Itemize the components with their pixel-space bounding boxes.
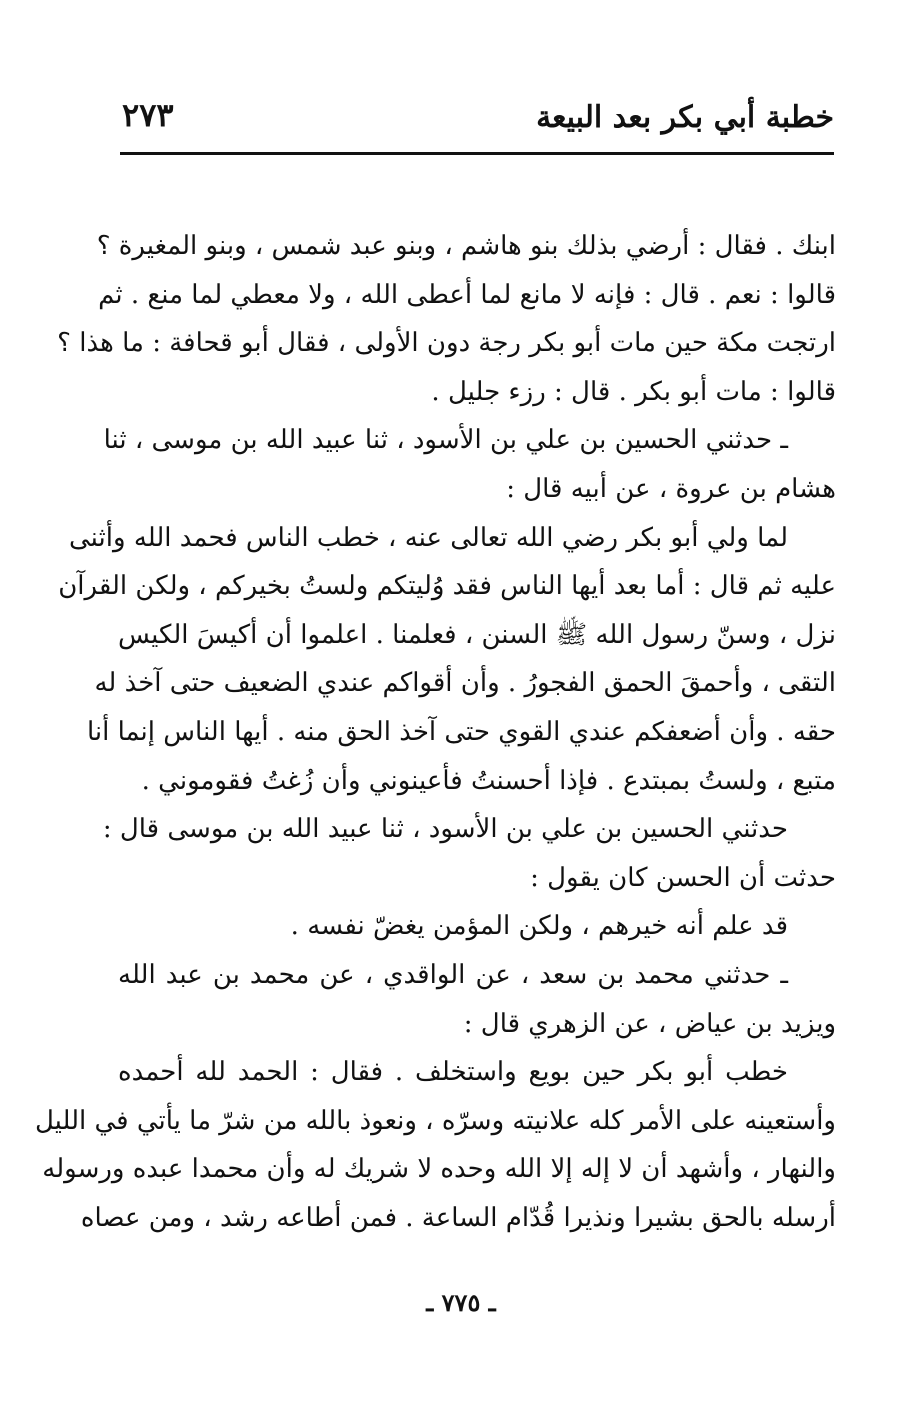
text-line: ـ حدثني الحسين بن علي بن الأسود ، ثنا عبيد الله بن موسى ، ثنا	[103, 425, 788, 456]
text-line: متبع ، ولستُ بمبتدع . فإذا أحسنتُ فأعينوني وأن زُغتُ فقوموني .	[141, 765, 836, 796]
text-line: وأستعينه على الأمر كله علانيته وسرّه ، ونعوذ بالله من شرّ ما يأتي في الليل	[34, 1105, 836, 1136]
body-text	[34, 222, 836, 1242]
text-line: ارتجت مكة حين مات أبو بكر رجة دون الأولى ، فقال أبو قحافة : ما هذا ؟	[57, 328, 836, 359]
text-line: أرسله بالحق بشيرا ونذيرا قُدّام الساعة . فمن أطاعه رشد ، ومن عصاه	[80, 1202, 836, 1233]
text-line: والنهار ، وأشهد أن لا إله إلا الله وحده لا شريك له وأن محمدا عبده ورسوله	[42, 1154, 836, 1185]
text-line: حقه . وأن أضعفكم عندي القوي حتى آخذ الحق منه . أيها الناس إنما أنا	[86, 716, 836, 747]
text-line: حدثت أن الحسن كان يقول :	[530, 862, 836, 893]
text-line: ابنك . فقال : أرضي بذلك بنو هاشم ، وبنو عبد شمس ، وبنو المغيرة ؟	[96, 231, 836, 261]
running-title: خطبة أبي بكر بعد البيعة	[536, 100, 834, 135]
header-page-number: ٢٧٣	[122, 96, 174, 134]
running-header	[120, 92, 834, 152]
text-line: قالوا : مات أبو بكر . قال : رزء جليل .	[431, 376, 836, 407]
text-line: ـ حدثني محمد بن سعد ، عن الواقدي ، عن محمد بن عبد الله	[118, 959, 788, 990]
text-line: قالوا : نعم . قال : فإنه لا مانع لما أعطى الله ، ولا معطي لما منع . ثم	[98, 279, 836, 310]
text-line: قد علم أنه خيرهم ، ولكن المؤمن يغضّ نفسه .	[290, 911, 788, 942]
text-line: هشام بن عروة ، عن أبيه قال :	[506, 473, 836, 504]
text-line: عليه ثم قال : أما بعد أيها الناس فقد وُليتكم ولستُ بخيركم ، ولكن القرآن	[58, 571, 836, 602]
text-line: لما ولي أبو بكر رضي الله تعالى عنه ، خطب الناس فحمد الله وأثنى	[69, 522, 788, 553]
text-line: نزل ، وسنّ رسول الله ﷺ السنن ، فعلمنا . اعلموا أن أكيسَ الكيس	[118, 619, 836, 650]
text-line: التقى ، وأحمقَ الحمق الفجورُ . وأن أقواكم عندي الضعيف حتى آخذ له	[94, 668, 836, 699]
header-divider	[120, 152, 834, 155]
footer-page-number: ـ ٧٧٥ ـ	[426, 1288, 496, 1317]
text-line: حدثني الحسين بن علي بن الأسود ، ثنا عبيد الله بن موسى قال :	[102, 814, 788, 845]
text-line: ويزيد بن عياض ، عن الزهري قال :	[463, 1008, 836, 1039]
text-line: خطب أبو بكر حين بويع واستخلف . فقال : الحمد لله أحمده	[118, 1057, 788, 1088]
